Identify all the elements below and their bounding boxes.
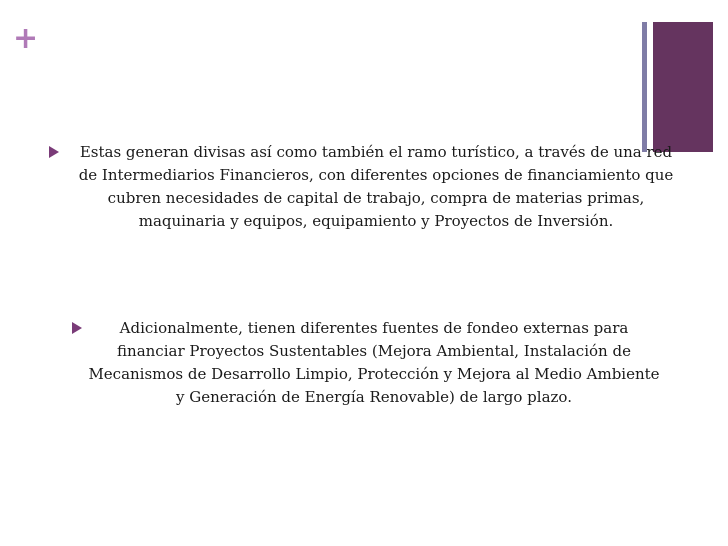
- triangle-bullet-icon: [72, 322, 82, 334]
- bullet-text-1: Estas generan divisas así como también el ramo turístico, a través de una red de Intermediarios Financieros, con diferentes opciones de financiamiento que cubren necesidades de capital de trabajo, compra de materias primas, maquinaria y equipos, equipamiento y Proyectos de Inversión.: [78, 143, 674, 230]
- decorative-bar-wide: [653, 22, 713, 152]
- plus-icon: +: [13, 21, 39, 56]
- decorative-bar-thin: [642, 22, 647, 152]
- triangle-bullet-icon: [49, 146, 59, 158]
- bullet-text-2: Adicionalmente, tienen diferentes fuentes de fondeo externas para financiar Proyectos Sustentables (Mejora Ambiental, Instalación de Mecanismos de Desarrollo Limpio, Protección y Mejora al Medio Ambiente y Generación de Energía Renovable) de largo plazo.: [88, 319, 660, 406]
